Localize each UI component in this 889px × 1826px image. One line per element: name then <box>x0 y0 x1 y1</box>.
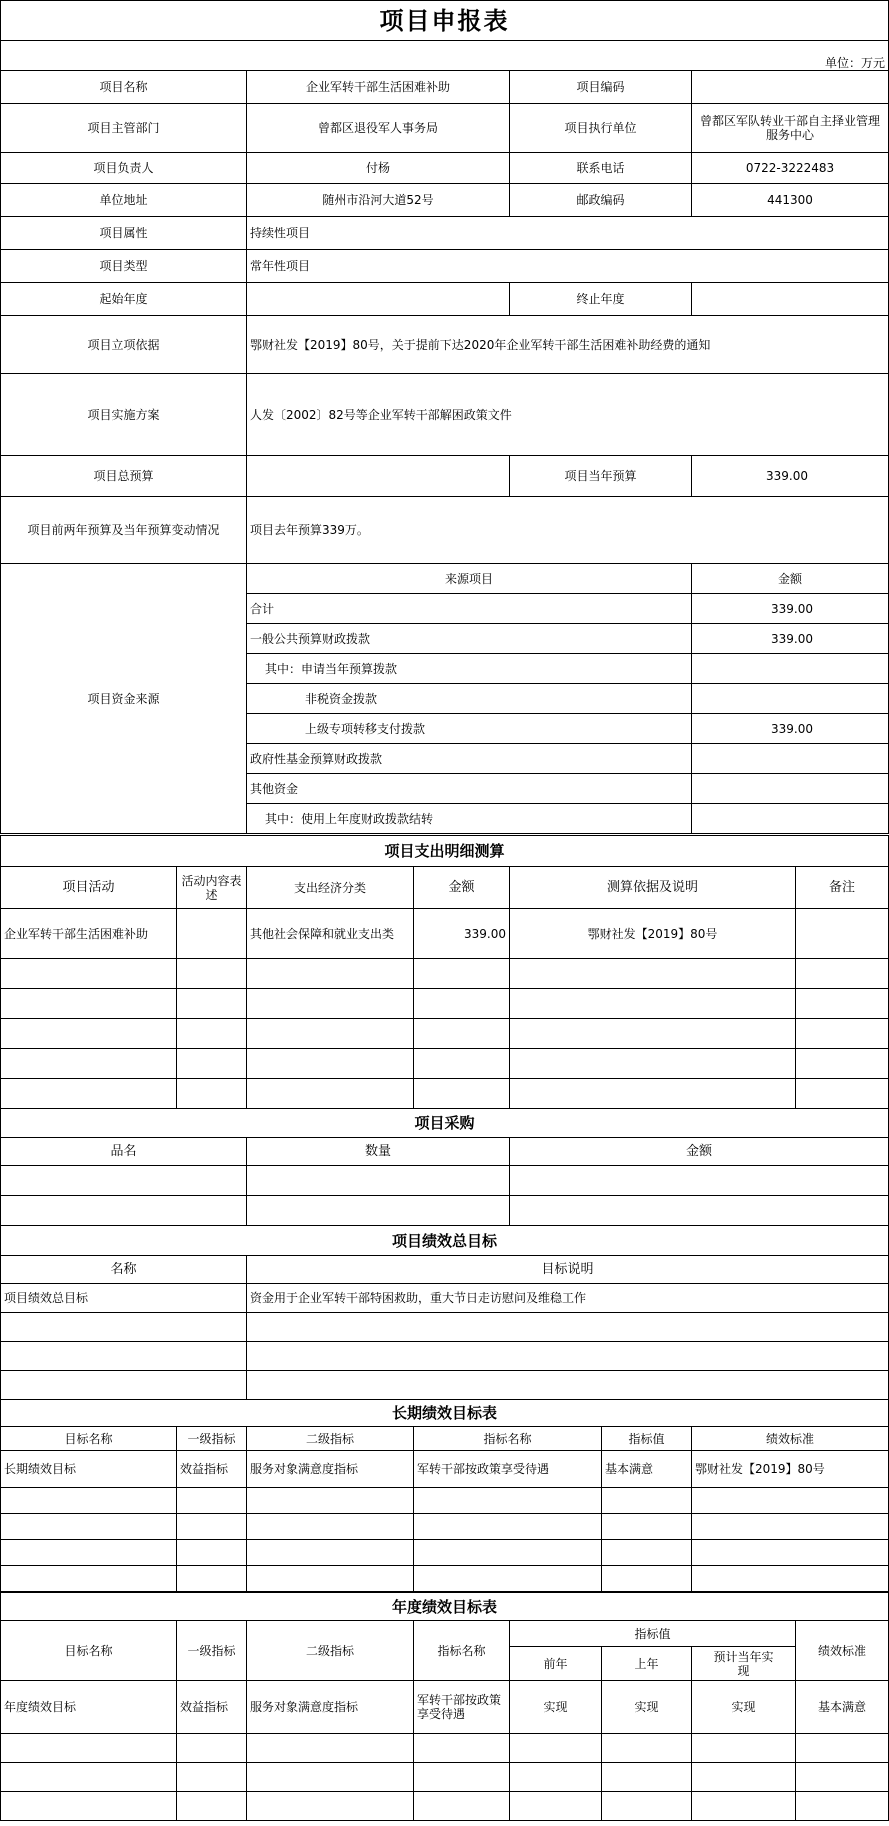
zip-value: 441300 <box>692 184 889 217</box>
empty-cell <box>414 1049 510 1079</box>
plan-label: 项目实施方案 <box>1 374 247 456</box>
long-term-name: 长期绩效目标 <box>1 1451 177 1488</box>
project-name-label: 项目名称 <box>1 71 247 104</box>
empty-cell <box>1 1079 177 1109</box>
empty-cell <box>796 1792 889 1821</box>
empty-cell <box>414 1540 602 1566</box>
expense-content <box>177 909 247 959</box>
empty-cell <box>796 959 889 989</box>
empty-cell <box>414 1488 602 1514</box>
funding-row-amount: 339.00 <box>692 594 889 624</box>
funding-row-amount <box>692 654 889 684</box>
long-term-h-ind: 指标名称 <box>414 1427 602 1451</box>
empty-cell <box>414 989 510 1019</box>
annual-section-title: 年度绩效目标表 <box>1 1593 889 1621</box>
funding-row-amount: 339.00 <box>692 624 889 654</box>
attr-value: 持续性项目 <box>247 217 889 250</box>
basic-info-table <box>0 0 889 834</box>
empty-cell <box>414 959 510 989</box>
funding-row-amount: 339.00 <box>692 714 889 744</box>
type-value: 常年性项目 <box>247 250 889 283</box>
empty-cell <box>177 1019 247 1049</box>
total-budget-value <box>247 456 510 497</box>
annual-h-prev2: 前年 <box>510 1647 602 1681</box>
type-label: 项目类型 <box>1 250 247 283</box>
empty-cell <box>247 1371 889 1400</box>
current-budget-value: 339.00 <box>692 456 889 497</box>
empty-cell <box>414 1734 510 1763</box>
empty-cell <box>247 1792 414 1821</box>
start-year-value <box>247 283 510 316</box>
attr-label: 项目属性 <box>1 217 247 250</box>
empty-cell <box>1 1019 177 1049</box>
empty-cell <box>247 1019 414 1049</box>
address-value: 随州市沿河大道52号 <box>247 184 510 217</box>
annual-ind: 军转干部按政策享受待遇 <box>414 1681 510 1734</box>
annual-h-prev: 上年 <box>602 1647 692 1681</box>
total-budget-label: 项目总预算 <box>1 456 247 497</box>
purchase-h-item: 品名 <box>1 1138 247 1166</box>
annual-h-name: 目标名称 <box>1 1621 177 1681</box>
expense-econ: 其他社会保障和就业支出类 <box>247 909 414 959</box>
empty-cell <box>177 959 247 989</box>
long-term-h-l2: 二级指标 <box>247 1427 414 1451</box>
empty-cell <box>1 1313 247 1342</box>
empty-cell <box>414 1763 510 1792</box>
empty-cell <box>602 1763 692 1792</box>
current-budget-label: 项目当年预算 <box>510 456 692 497</box>
expense-h-activity: 项目活动 <box>1 867 177 909</box>
empty-cell <box>602 1734 692 1763</box>
long-term-h-val: 指标值 <box>602 1427 692 1451</box>
funding-source-label: 项目资金来源 <box>1 564 247 834</box>
empty-cell <box>1 1540 177 1566</box>
empty-cell <box>247 1488 414 1514</box>
empty-cell <box>414 1019 510 1049</box>
long-term-table <box>0 1399 889 1592</box>
empty-cell <box>1 1566 177 1592</box>
funding-row-name: 非税资金拨款 <box>247 684 692 714</box>
empty-cell <box>177 1734 247 1763</box>
empty-cell <box>602 1566 692 1592</box>
perf-total-desc: 资金用于企业军转干部特困救助，重大节日走访慰问及维稳工作 <box>247 1284 889 1313</box>
empty-cell <box>1 1166 247 1196</box>
empty-cell <box>510 1019 796 1049</box>
annual-cur: 实现 <box>692 1681 796 1734</box>
long-term-h-name: 目标名称 <box>1 1427 177 1451</box>
empty-cell <box>510 1734 602 1763</box>
expense-note <box>796 909 889 959</box>
empty-cell <box>796 989 889 1019</box>
empty-cell <box>414 1566 602 1592</box>
empty-cell <box>692 1792 796 1821</box>
funding-col-source: 来源项目 <box>247 564 692 594</box>
funding-row-name: 其中：使用上年度财政拨款结转 <box>247 804 692 834</box>
basis-value: 鄂财社发【2019】80号，关于提前下达2020年企业军转干部生活困难补助经费的通知 <box>247 316 889 374</box>
phone-label: 联系电话 <box>510 153 692 184</box>
purchase-h-amount: 金额 <box>510 1138 889 1166</box>
annual-prev: 实现 <box>602 1681 692 1734</box>
empty-cell <box>177 1540 247 1566</box>
basis-label: 项目立项依据 <box>1 316 247 374</box>
empty-cell <box>414 1079 510 1109</box>
expense-h-content: 活动内容表述 <box>177 867 247 909</box>
empty-cell <box>414 1792 510 1821</box>
project-code-label: 项目编码 <box>510 71 692 104</box>
empty-cell <box>602 1488 692 1514</box>
budget-change-value: 项目去年预算339万。 <box>247 497 889 564</box>
expense-activity: 企业军转干部生活困难补助 <box>1 909 177 959</box>
empty-cell <box>247 1196 510 1226</box>
annual-h-cur: 预计当年实现 <box>692 1647 796 1681</box>
empty-cell <box>247 1166 510 1196</box>
empty-cell <box>414 1514 602 1540</box>
funding-row-name: 政府性基金预算财政拨款 <box>247 744 692 774</box>
funding-row-amount <box>692 744 889 774</box>
perf-total-section-title: 项目绩效总目标 <box>1 1226 889 1256</box>
plan-value: 人发〔2002〕82号等企业军转干部解困政策文件 <box>247 374 889 456</box>
empty-cell <box>177 1488 247 1514</box>
funding-row-name: 合计 <box>247 594 692 624</box>
annual-table <box>0 1592 889 1821</box>
empty-cell <box>692 1763 796 1792</box>
empty-cell <box>177 1792 247 1821</box>
empty-cell <box>602 1792 692 1821</box>
empty-cell <box>796 1019 889 1049</box>
empty-cell <box>247 989 414 1019</box>
budget-change-label: 项目前两年预算及当年预算变动情况 <box>1 497 247 564</box>
empty-cell <box>1 1196 247 1226</box>
empty-cell <box>1 1763 177 1792</box>
empty-cell <box>692 1540 889 1566</box>
empty-cell <box>510 989 796 1019</box>
dept-value: 曾都区退役军人事务局 <box>247 104 510 153</box>
empty-cell <box>247 1566 414 1592</box>
annual-h-val: 指标值 <box>510 1621 796 1647</box>
long-term-h-l1: 一级指标 <box>177 1427 247 1451</box>
empty-cell <box>247 1342 889 1371</box>
long-term-h-std: 绩效标准 <box>692 1427 889 1451</box>
zip-label: 邮政编码 <box>510 184 692 217</box>
unit-label: 单位：万元 <box>1 41 889 71</box>
empty-cell <box>1 989 177 1019</box>
funding-row-name: 上级专项转移支付拨款 <box>247 714 692 744</box>
empty-cell <box>177 1079 247 1109</box>
exec-unit-label: 项目执行单位 <box>510 104 692 153</box>
empty-cell <box>247 1514 414 1540</box>
owner-value: 付杨 <box>247 153 510 184</box>
annual-h-std: 绩效标准 <box>796 1621 889 1681</box>
expense-h-amount: 金额 <box>414 867 510 909</box>
empty-cell <box>510 1763 602 1792</box>
exec-unit-value: 曾都区军队转业干部自主择业管理服务中心 <box>692 104 889 153</box>
perf-total-h-name: 名称 <box>1 1256 247 1284</box>
empty-cell <box>247 1313 889 1342</box>
empty-cell <box>692 1488 889 1514</box>
annual-h-ind: 指标名称 <box>414 1621 510 1681</box>
empty-cell <box>796 1734 889 1763</box>
empty-cell <box>510 1049 796 1079</box>
perf-total-table <box>0 1225 889 1400</box>
end-year-value <box>692 283 889 316</box>
funding-row-name: 其他资金 <box>247 774 692 804</box>
empty-cell <box>692 1514 889 1540</box>
expense-h-econ: 支出经济分类 <box>247 867 414 909</box>
empty-cell <box>1 1514 177 1540</box>
annual-std: 基本满意 <box>796 1681 889 1734</box>
empty-cell <box>510 1079 796 1109</box>
empty-cell <box>177 1514 247 1540</box>
empty-cell <box>247 959 414 989</box>
purchase-table <box>0 1108 889 1226</box>
empty-cell <box>177 1566 247 1592</box>
funding-row-name: 一般公共预算财政拨款 <box>247 624 692 654</box>
empty-cell <box>692 1566 889 1592</box>
empty-cell <box>1 1792 177 1821</box>
empty-cell <box>1 1734 177 1763</box>
long-term-ind: 军转干部按政策享受待遇 <box>414 1451 602 1488</box>
owner-label: 项目负责人 <box>1 153 247 184</box>
empty-cell <box>177 989 247 1019</box>
long-term-l1: 效益指标 <box>177 1451 247 1488</box>
project-name-value: 企业军转干部生活困难补助 <box>247 71 510 104</box>
funding-col-amount: 金额 <box>692 564 889 594</box>
empty-cell <box>247 1763 414 1792</box>
empty-cell <box>796 1049 889 1079</box>
expense-h-note: 备注 <box>796 867 889 909</box>
empty-cell <box>796 1079 889 1109</box>
empty-cell <box>247 1540 414 1566</box>
expense-amount: 339.00 <box>414 909 510 959</box>
funding-row-name: 其中：申请当年预算拨款 <box>247 654 692 684</box>
purchase-section-title: 项目采购 <box>1 1109 889 1138</box>
empty-cell <box>510 1792 602 1821</box>
funding-row-amount <box>692 804 889 834</box>
empty-cell <box>1 1049 177 1079</box>
empty-cell <box>510 1166 889 1196</box>
long-term-std: 鄂财社发【2019】80号 <box>692 1451 889 1488</box>
expense-basis: 鄂财社发【2019】80号 <box>510 909 796 959</box>
purchase-h-qty: 数量 <box>247 1138 510 1166</box>
empty-cell <box>1 1342 247 1371</box>
empty-cell <box>247 1079 414 1109</box>
long-term-l2: 服务对象满意度指标 <box>247 1451 414 1488</box>
funding-row-amount <box>692 684 889 714</box>
start-year-label: 起始年度 <box>1 283 247 316</box>
empty-cell <box>247 1049 414 1079</box>
empty-cell <box>177 1049 247 1079</box>
dept-label: 项目主管部门 <box>1 104 247 153</box>
empty-cell <box>692 1734 796 1763</box>
long-term-val: 基本满意 <box>602 1451 692 1488</box>
project-code-value <box>692 71 889 104</box>
long-term-section-title: 长期绩效目标表 <box>1 1400 889 1427</box>
expense-table <box>0 835 889 1109</box>
address-label: 单位地址 <box>1 184 247 217</box>
perf-total-name: 项目绩效总目标 <box>1 1284 247 1313</box>
empty-cell <box>796 1763 889 1792</box>
end-year-label: 终止年度 <box>510 283 692 316</box>
empty-cell <box>602 1514 692 1540</box>
annual-l2: 服务对象满意度指标 <box>247 1681 414 1734</box>
empty-cell <box>602 1540 692 1566</box>
expense-h-basis: 测算依据及说明 <box>510 867 796 909</box>
annual-l1: 效益指标 <box>177 1681 247 1734</box>
perf-total-h-desc: 目标说明 <box>247 1256 889 1284</box>
phone-value: 0722-3222483 <box>692 153 889 184</box>
annual-h-l1: 一级指标 <box>177 1621 247 1681</box>
empty-cell <box>1 959 177 989</box>
empty-cell <box>177 1763 247 1792</box>
annual-h-l2: 二级指标 <box>247 1621 414 1681</box>
empty-cell <box>247 1734 414 1763</box>
funding-row-amount <box>692 774 889 804</box>
expense-section-title: 项目支出明细测算 <box>1 836 889 867</box>
empty-cell <box>1 1488 177 1514</box>
empty-cell <box>510 959 796 989</box>
form-title: 项目申报表 <box>1 1 889 41</box>
annual-prev2: 实现 <box>510 1681 602 1734</box>
empty-cell <box>1 1371 247 1400</box>
annual-name: 年度绩效目标 <box>1 1681 177 1734</box>
empty-cell <box>510 1196 889 1226</box>
